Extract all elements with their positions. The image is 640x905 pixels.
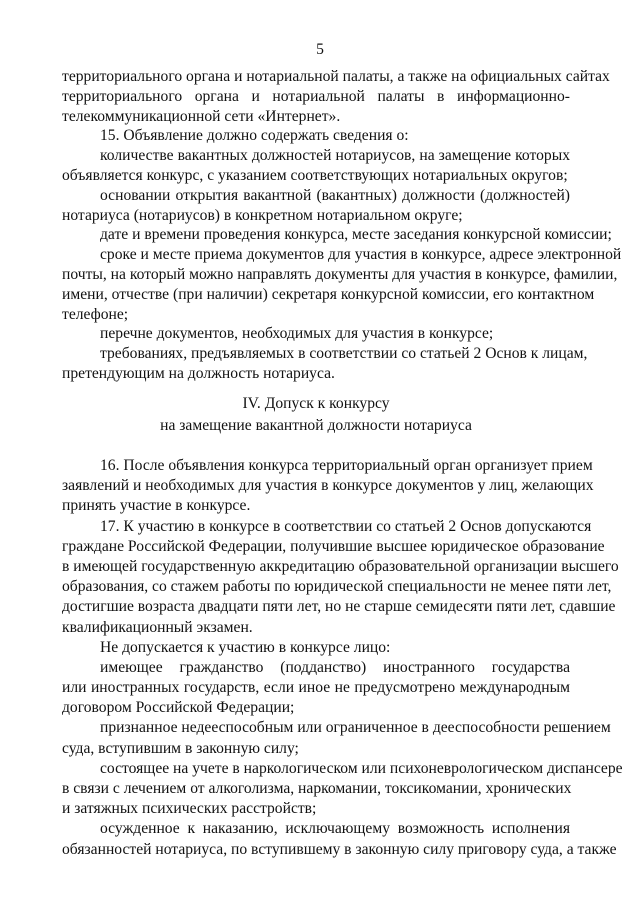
text-line: принять участие в конкурсе. (62, 497, 251, 515)
text-line: основании открытия вакантной (вакантных) должности (должностей) (100, 186, 570, 204)
text-line: в имеющей государственную аккредитацию образовательной организации высшего (62, 557, 619, 575)
text-line: образования, со стажем работы по юридической специальности не менее пяти лет, (62, 578, 612, 596)
text-line: имеющее гражданство (подданство) иностранного государства (100, 658, 570, 676)
text-line: 17. К участию в конкурсе в соответствии со статьей 2 Основ допускаются (100, 517, 592, 535)
paragraph (62, 245, 622, 324)
paragraph (62, 819, 617, 859)
text-line: достигшие возраста двадцати пяти лет, но не старше семидесяти пяти лет, сдавшие (62, 598, 616, 616)
text-line: договором Российской Федерации; (62, 699, 295, 717)
text-line: имени, отчестве (при наличии) секретаря конкурсной комиссии, его контактном (62, 285, 595, 303)
text-line: суда, вступившим в законную силу; (62, 739, 299, 757)
text-line: квалификационный экзамен. (62, 618, 253, 636)
section-heading-line: IV. Допуск к конкурсу (242, 395, 390, 412)
section-heading-line: на замещение вакантной должности нотариуса (160, 417, 472, 434)
text-line: количестве вакантных должностей нотариусов, на замещение которых (100, 147, 570, 165)
text-line: телекоммуникационной сети «Интернет». (62, 107, 341, 125)
paragraph (62, 718, 611, 758)
text-line: претендующим на должность нотариуса. (62, 364, 335, 382)
paragraph (62, 324, 570, 344)
paragraph (62, 759, 623, 820)
page-number: 5 (316, 41, 324, 58)
paragraph (62, 517, 619, 638)
text-line: заявлений и необходимых для участия в конкурсе документов у лиц, желающих (62, 477, 594, 495)
text-line: требованиях, предъявляемых в соответствии со статьей 2 Основ к лицам, (100, 345, 588, 363)
section-heading (62, 393, 570, 437)
paragraph (62, 658, 570, 719)
paragraph (62, 126, 570, 146)
text-line: территориального органа и нотариальной палаты, а также на официальных сайтах (62, 68, 610, 85)
text-line: почты, на который можно направлять документы для участия в конкурсе, фамилии, (62, 265, 618, 283)
text-line: в связи с лечением от алкоголизма, наркомании, токсикомании, хронических (62, 780, 572, 797)
text-line: состоящее на учете в наркологическом или психоневрологическом диспансере (100, 759, 623, 777)
text-line: сроке и месте приема документов для участия в конкурсе, адресе электронной (100, 246, 622, 264)
text-line: 15. Объявление должно содержать сведения о: (100, 127, 409, 145)
text-line: и затяжных психических расстройств; (62, 800, 317, 818)
paragraph (62, 186, 570, 226)
text-line: телефоне; (62, 305, 129, 323)
text-line: признанное недееспособным или ограниченное в дееспособности решением (100, 719, 611, 737)
text-line: объявляется конкурс, с указанием соответствующих нотариальных округов; (62, 166, 568, 184)
text-line: или иностранных государств, если иное не предусмотрено международным (62, 679, 570, 697)
body-text-bottom (62, 456, 623, 860)
text-line: территориального органа и нотариальной палаты в информационно- (62, 87, 570, 105)
text-line: 16. После объявления конкурса территориальный орган организует прием (100, 457, 593, 474)
paragraph (62, 67, 610, 126)
body-text-top (62, 67, 622, 384)
text-line: дате и времени проведения конкурса, месте заседания конкурсной комиссии; (100, 226, 612, 244)
text-line: перечне документов, необходимых для участия в конкурсе; (100, 325, 494, 343)
paragraph (62, 456, 594, 517)
paragraph (62, 638, 570, 658)
paragraph (62, 225, 612, 245)
text-line: осужденное к наказанию, исключающему возможность исполнения (100, 820, 570, 838)
text-line: Не допускается к участию в конкурсе лицо: (100, 638, 391, 656)
text-line: нотариуса (нотариусов) в конкретном нотариальном округе; (62, 206, 463, 224)
text-line: обязанностей нотариуса, по вступившему в законную силу приговору суда, а также (62, 840, 617, 858)
paragraph (62, 344, 588, 384)
text-line: граждане Российской Федерации, получившие высшее юридическое образование (62, 537, 605, 555)
paragraph (62, 146, 570, 186)
